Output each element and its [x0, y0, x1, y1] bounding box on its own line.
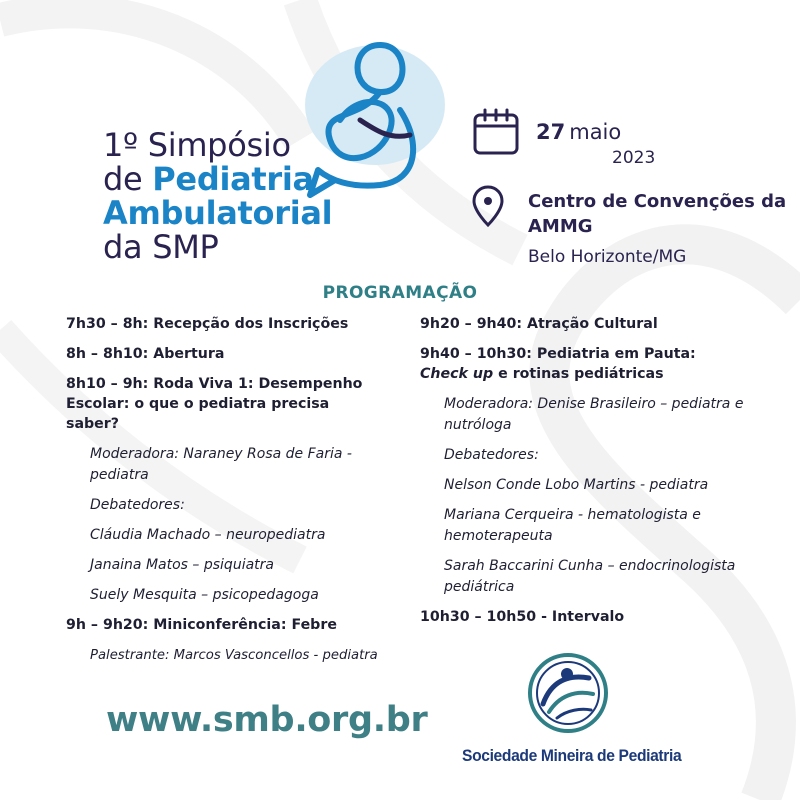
debaters-label: Debatedores: [90, 497, 185, 513]
society-name: Sociedade Mineira de Pediatria [462, 746, 682, 765]
title-line-3: Ambulatorial [103, 194, 333, 232]
program-title: PROGRAMAÇÃO [322, 283, 478, 303]
program-item: 9h – 9h20: Miniconferência: Febre [66, 617, 337, 633]
symposium-title [103, 128, 332, 264]
date-day: 27 [536, 120, 566, 144]
program-item-rest: e rotinas pediátricas [493, 366, 664, 382]
debater-text: Mariana Cerqueira - hematologista e hemoterapeuta [444, 507, 701, 544]
website-link[interactable]: www.smb.org.br [106, 700, 428, 740]
smp-emblem-icon [527, 652, 609, 734]
title-line-2-prefix: de [103, 160, 153, 198]
program-right-column [420, 314, 760, 637]
title-line-2 [103, 162, 332, 196]
moderator-text: Moderadora: Naraney Rosa de Faria - pediatra [90, 446, 352, 483]
debaters-label: Debatedores: [444, 447, 539, 463]
program-item [420, 344, 760, 384]
program-item: 9h20 – 9h40: Atração Cultural [420, 316, 658, 332]
speaker-text: Palestrante: Marcos Vasconcellos - pediatra [90, 648, 378, 663]
moderator-text: Moderadora: Denise Brasileiro – pediatra e nutróloga [444, 396, 744, 433]
debater-text: Suely Mesquita – psicopedagoga [90, 587, 319, 603]
debater-text: Janaina Matos – psiquiatra [90, 557, 274, 573]
program-item: 7h30 – 8h: Recepção dos Inscrições [66, 316, 349, 332]
program-item-italic: Check up [420, 366, 494, 382]
debater-text: Cláudia Machado – neuropediatra [90, 527, 326, 543]
program-item-line [420, 364, 760, 384]
date-text [536, 120, 621, 144]
debater-text: Sarah Baccarini Cunha – endocrinologista pediátrica [444, 558, 736, 595]
program-item: 10h30 – 10h50 - Intervalo [420, 609, 625, 625]
location-pin-icon [472, 185, 504, 227]
program-item: 8h – 8h10: Abertura [66, 346, 225, 362]
program-item-line: 9h40 – 10h30: Pediatria em Pauta: [420, 346, 696, 362]
title-line-4: da SMP [103, 228, 219, 266]
venue-city: Belo Horizonte/MG [528, 247, 687, 267]
title-line-1: 1º Simpósio [103, 126, 291, 164]
venue-name: Centro de Convenções da AMMG [528, 191, 787, 237]
debater-text: Nelson Conde Lobo Martins - pediatra [444, 477, 709, 493]
program-item: 8h10 – 9h: Roda Viva 1: Desempenho Escolar: o que o pediatra precisa saber? [66, 376, 363, 432]
date-year: 2023 [612, 148, 656, 168]
program-left-column [66, 314, 386, 675]
calendar-icon [472, 108, 520, 156]
title-highlight: Pediatria [152, 160, 314, 198]
date-month: maio [569, 120, 622, 144]
